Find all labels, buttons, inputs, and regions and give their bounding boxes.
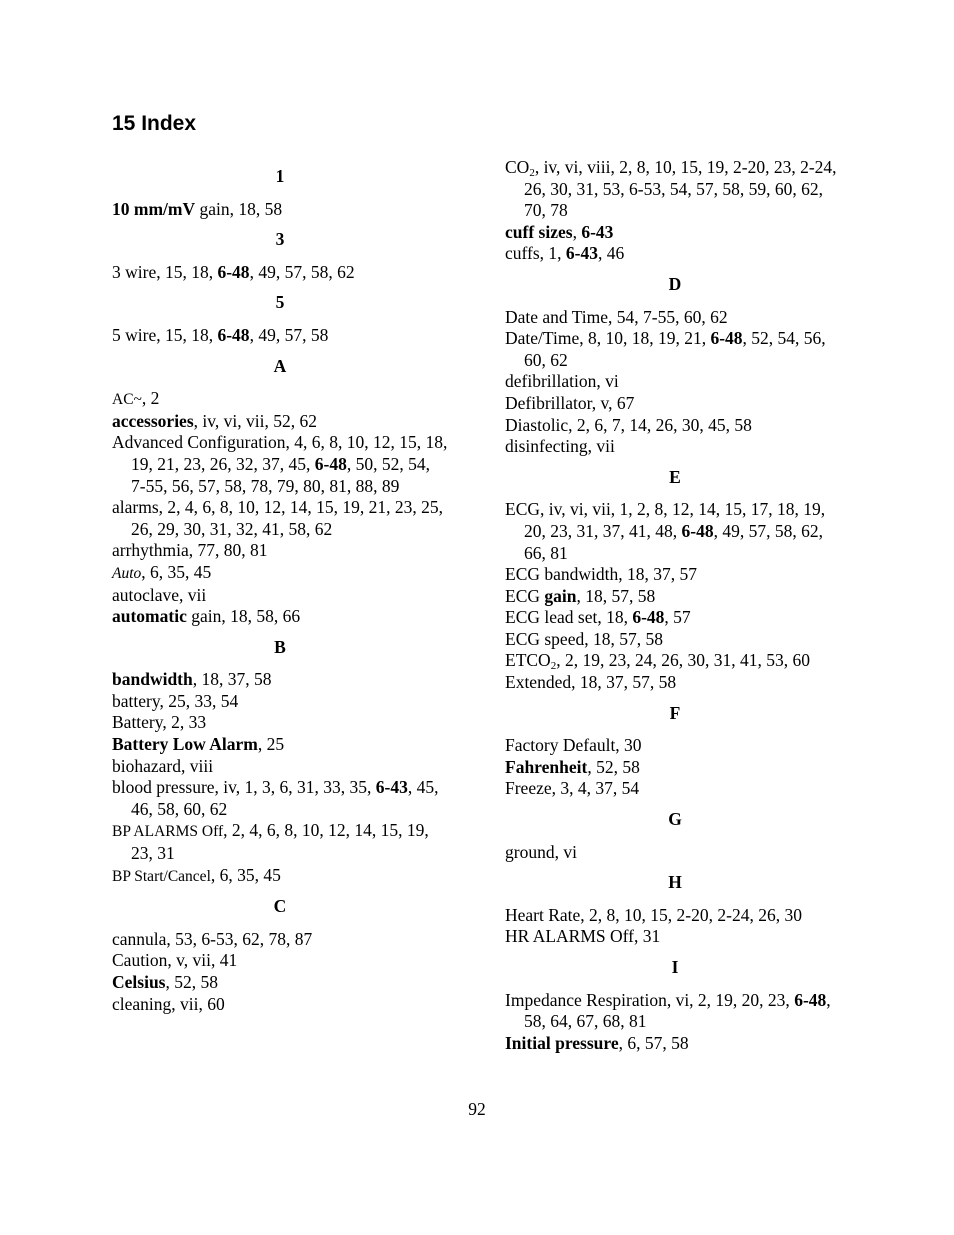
section-letter: H [668,872,682,893]
section-letter: G [668,809,682,830]
index-entry: cuff sizes, 6-43 [505,221,614,242]
index-entry: Caution, v, vii, 41 [112,950,238,971]
index-entry: automatic gain, 18, 58, 66 [112,606,301,627]
page-number: 92 [468,1099,486,1119]
index-section-3 [112,229,448,283]
index-entry: $CO_2$, iv, vi, viii, 2, 8, 10, 15, 19, 2-20, 23, 2-24, 26, 30, 31, 53, 6-53, 54, 57, 58, 59, 60, 62, 70, 78 [505,157,837,221]
index-entry: Auto, 6, 35, 45 [112,561,212,582]
section-letter: B [274,636,286,657]
index-entry: ECG gain, 18, 57, 58 [505,585,656,606]
index-entry: battery, 25, 33, 54 [112,690,239,711]
index-entry: cannula, 53, 6-53, 62, 78, 87 [112,928,313,949]
section-letter: I [671,957,679,977]
index-entry: Battery, 2, 33 [112,712,207,733]
section-letter: C [273,896,287,917]
index-column-left [112,157,448,1015]
index-section-a [112,356,448,628]
index-section-i [505,957,845,1054]
index-section-1 [112,166,448,220]
index-entry: alarms, 2, 4, 6, 8, 10, 12, 14, 15, 19, 21, 23, 25, 26, 29, 30, 31, 32, 41, 58, 62 [112,497,444,539]
index-entry: Impedance Respiration, vi, 2, 19, 20, 23, 6-48, 58, 64, 67, 68, 81 [505,989,831,1032]
index-section-f [505,703,845,800]
index-entry: bandwidth, 18, 37, 58 [112,669,272,690]
index-column-right [505,157,845,1054]
index-section-c-continued [505,157,845,265]
index-entry: Defibrillator, v, 67 [505,392,635,413]
index-entry: 3 wire, 15, 18, 6-48, 49, 57, 58, 62 [112,261,355,282]
index-entry: Fahrenheit, 52, 58 [505,756,640,777]
index-entry: autoclave, vii [112,584,207,605]
index-entry: $ETCO_2$, 2, 19, 23, 24, 26, 30, 31, 41, 53, 60 [505,650,810,673]
index-entry: BP Start/Cancel, 6, 35, 45 [112,864,281,885]
index-entry: Date/Time, 8, 10, 18, 19, 21, 6-48, 52, 54, 56, 60, 62 [505,328,826,370]
index-entry: accessories, iv, vi, vii, 52, 62 [112,410,317,431]
index-entry: Heart Rate, 2, 8, 10, 15, 2-20, 2-24, 26, 30 [505,904,802,925]
section-letter: 5 [275,292,285,313]
section-letter: A [273,355,287,376]
index-entry: Battery Low Alarm, 25 [112,734,285,755]
index-entry: Extended, 18, 37, 57, 58 [505,672,677,693]
index-entry: ECG speed, 18, 57, 58 [505,628,663,649]
index-entry: Advanced Configuration, 4, 6, 8, 10, 12, 15, 18, 19, 21, 23, 26, 32, 37, 45, 6-48, 50, 52, 54, 7-55, 56, 57, 58, 78, 79, 80, 81, 88, 89 [112,432,448,496]
index-entry: Diastolic, 2, 6, 7, 14, 26, 30, 45, 58 [505,414,752,435]
index-section-h [505,872,845,948]
index-entry: Factory Default, 30 [505,735,642,756]
index-entry: ECG lead set, 18, 6-48, 57 [505,607,691,628]
index-entry: arrhythmia, 77, 80, 81 [112,540,268,561]
index-section-d [505,274,845,458]
index-entry: AC~, 2 [112,388,160,409]
section-letter: 3 [275,229,285,250]
index-entry: ground, vi [505,841,577,862]
index-entry: HR ALARMS Off, 31 [505,926,661,947]
index-entry: cuffs, 1, 6-43, 46 [505,243,625,264]
index-section-c [112,896,448,1015]
section-letter: 1 [275,166,285,186]
index-entry: cleaning, vii, 60 [112,993,225,1014]
index-entry: ECG bandwidth, 18, 37, 57 [505,564,698,585]
index-entry: defibrillation, vi [505,371,619,392]
index-section-b [112,637,448,888]
index-entry: blood pressure, iv, 1, 3, 6, 31, 33, 35, 6-43, 45, 46, 58, 60, 62 [112,777,439,819]
index-entry: Freeze, 3, 4, 37, 54 [505,778,640,799]
index-section-5 [112,292,448,346]
index-section-g [505,809,845,863]
index-entry: Date and Time, 54, 7-55, 60, 62 [505,306,728,327]
index-entry: biohazard, viii [112,755,214,776]
index-entry: Celsius, 52, 58 [112,972,218,992]
index-entry: ECG, iv, vi, vii, 1, 2, 8, 12, 14, 15, 17, 18, 19, 20, 23, 31, 37, 41, 48, 6-48, 49, 57, 58, 62, 66, 81 [505,499,826,563]
index-entry: 10 mm/mV gain, 18, 58 [112,198,283,219]
section-letter: E [669,466,681,487]
index-entry: 5 wire, 15, 18, 6-48, 49, 57, 58 [112,324,329,345]
index-entry: disinfecting, vii [505,436,615,457]
section-letter: D [668,273,682,294]
section-letter: F [669,702,681,723]
page-title: 15 Index [112,112,197,135]
index-entry: BP ALARMS Off, 2, 4, 6, 8, 10, 12, 14, 15, 19, 23, 31 [112,820,429,864]
index-section-e [505,467,845,694]
index-entry: Initial pressure, 6, 57, 58 [505,1032,689,1053]
